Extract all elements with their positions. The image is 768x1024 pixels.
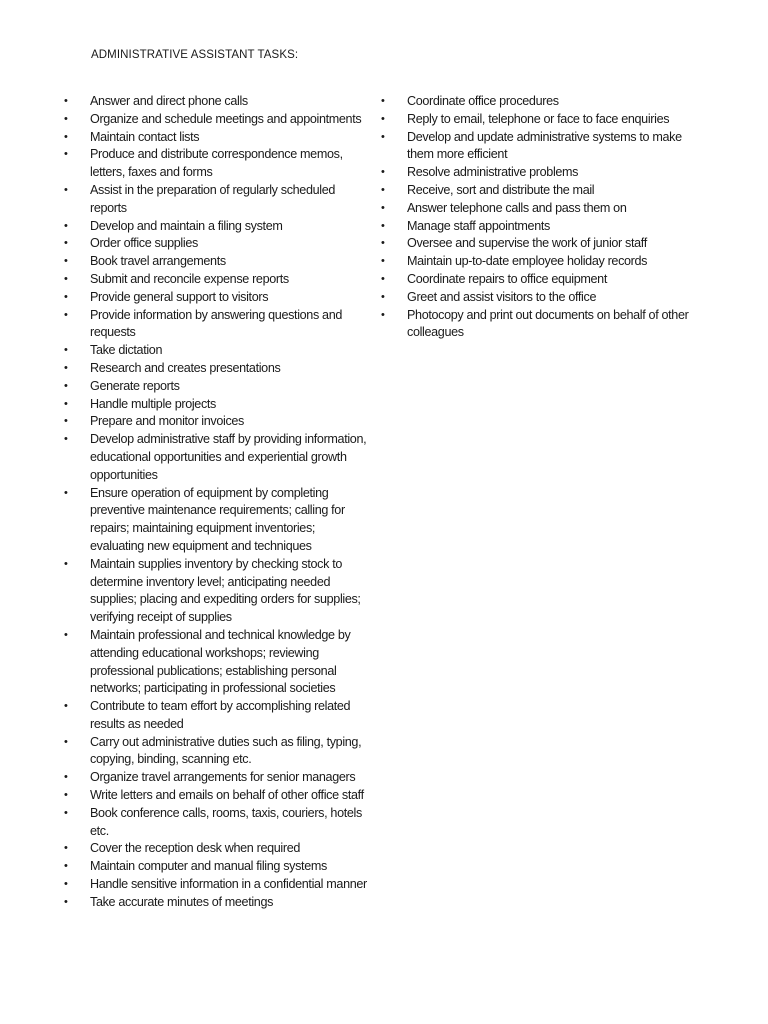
list-item [62, 111, 372, 129]
bullet-icon: • [64, 878, 68, 891]
bullet-icon: • [381, 201, 385, 214]
task-text: Ensure operation of equipment by completing preventive maintenance requirements; calling for repairs; maintaining equipment inventories; evaluating new equipment and techniques [90, 485, 345, 553]
bullet-icon: • [381, 166, 385, 179]
bullet-icon: • [64, 771, 68, 784]
bullet-icon: • [381, 219, 385, 232]
task-text: Manage staff appointments [407, 218, 550, 233]
bullet-icon: • [64, 415, 68, 428]
task-text: Maintain contact lists [90, 129, 200, 144]
bullet-icon: • [64, 806, 68, 819]
task-text: Develop and update administrative systems to make them more efficient [407, 129, 682, 162]
task-text: Generate reports [90, 378, 180, 393]
bullet-icon: • [64, 397, 68, 410]
task-text: Answer telephone calls and pass them on [407, 200, 627, 215]
list-item [379, 235, 689, 253]
task-text: Answer and direct phone calls [90, 94, 248, 108]
bullet-icon: • [64, 842, 68, 855]
task-text: Submit and reconcile expense reports [90, 271, 289, 286]
list-item [62, 307, 372, 343]
task-text: Develop administrative staff by providing information, educational opportunities and experiential growth opportunities [90, 432, 367, 482]
list-item [62, 129, 372, 147]
bullet-icon: • [381, 237, 385, 250]
bullet-icon: • [64, 628, 68, 641]
list-item [379, 289, 689, 307]
task-text: Greet and assist visitors to the office [407, 289, 597, 304]
list-item [62, 858, 372, 876]
bullet-icon: • [64, 237, 68, 250]
bullet-icon: • [381, 95, 385, 107]
list-item [379, 253, 689, 271]
task-text: Book conference calls, rooms, taxis, couriers, hotels etc. [90, 805, 362, 838]
bullet-icon: • [381, 290, 385, 303]
list-item [379, 111, 689, 129]
task-list-right [379, 93, 689, 342]
bullet-icon: • [64, 112, 68, 125]
list-item [62, 485, 372, 556]
bullet-icon: • [64, 361, 68, 374]
list-item [62, 876, 372, 894]
list-item [62, 289, 372, 307]
bullet-icon: • [64, 219, 68, 232]
task-text: Cover the reception desk when required [90, 841, 301, 856]
bullet-icon: • [381, 130, 385, 143]
bullet-icon: • [381, 308, 385, 321]
list-item [379, 182, 689, 200]
bullet-icon: • [64, 255, 68, 268]
list-item [62, 431, 372, 484]
list-item [62, 769, 372, 787]
list-item [62, 342, 372, 360]
list-item [62, 93, 372, 111]
bullet-icon: • [64, 895, 68, 908]
task-text: Photocopy and print out documents on behalf of other colleagues [407, 307, 689, 340]
list-item [379, 93, 689, 111]
list-item [379, 164, 689, 182]
bullet-icon: • [64, 860, 68, 873]
task-list-left [62, 93, 372, 912]
list-item [62, 805, 372, 841]
bullet-icon: • [64, 344, 68, 357]
task-text: Write letters and emails on behalf of other office staff [90, 788, 364, 803]
task-text: Organize travel arrangements for senior managers [90, 770, 356, 785]
task-text: Coordinate office procedures [407, 94, 559, 108]
bullet-icon: • [64, 148, 68, 161]
bullet-icon: • [64, 789, 68, 802]
list-item [62, 556, 372, 627]
bullet-icon: • [64, 379, 68, 392]
bullet-icon: • [64, 130, 68, 143]
list-item [379, 200, 689, 218]
list-item [62, 396, 372, 414]
task-text: Maintain supplies inventory by checking stock to determine inventory level; anticipating needed supplies; placing and expediting orders for supplies; verifying receipt of supplies [90, 556, 361, 625]
list-item [62, 734, 372, 770]
list-item [62, 787, 372, 805]
list-item [62, 182, 372, 218]
bullet-icon: • [64, 735, 68, 748]
list-item [379, 129, 689, 165]
task-text: Handle sensitive information in a confidential manner [90, 877, 367, 892]
task-text: Coordinate repairs to office equipment [407, 271, 607, 286]
list-item [62, 235, 372, 253]
bullet-icon: • [64, 557, 68, 570]
task-text: Carry out administrative duties such as filing, typing, copying, binding, scanning etc. [90, 734, 362, 767]
task-text: Take dictation [90, 343, 163, 358]
task-text: Maintain computer and manual filing systems [90, 859, 327, 874]
task-text: Maintain up-to-date employee holiday records [407, 254, 648, 269]
bullet-icon: • [381, 272, 385, 285]
task-text: Oversee and supervise the work of junior staff [407, 236, 647, 251]
task-text: Maintain professional and technical knowledge by attending educational workshops; reviewing professional publications; establishing personal networks; participating in professional societies [90, 627, 351, 696]
bullet-icon: • [381, 112, 385, 125]
list-item [62, 627, 372, 698]
list-item [379, 218, 689, 236]
task-text: Prepare and monitor invoices [90, 414, 245, 429]
list-item [62, 218, 372, 236]
list-item [62, 146, 372, 182]
task-text: Provide information by answering questions and requests [90, 307, 343, 340]
bullet-icon: • [64, 95, 68, 107]
bullet-icon: • [64, 486, 68, 499]
list-item [62, 253, 372, 271]
list-item [62, 840, 372, 858]
task-text: Resolve administrative problems [407, 165, 579, 180]
bullet-icon: • [64, 308, 68, 321]
list-item [62, 360, 372, 378]
task-text: Produce and distribute correspondence memos, letters, faxes and forms [90, 147, 343, 180]
task-text: Receive, sort and distribute the mail [407, 182, 595, 197]
document-title: ADMINISTRATIVE ASSISTANT TASKS: [91, 49, 299, 61]
task-text: Reply to email, telephone or face to face enquiries [407, 111, 670, 126]
list-item [62, 698, 372, 734]
bullet-icon: • [64, 433, 68, 446]
list-item [379, 307, 689, 343]
bullet-icon: • [381, 255, 385, 268]
bullet-icon: • [64, 272, 68, 285]
task-text: Assist in the preparation of regularly scheduled reports [90, 182, 336, 215]
list-item [62, 894, 372, 912]
task-text: Organize and schedule meetings and appointments [90, 111, 362, 126]
bullet-icon: • [64, 290, 68, 303]
task-text: Order office supplies [90, 236, 198, 251]
task-text: Provide general support to visitors [90, 289, 269, 304]
list-item [62, 413, 372, 431]
task-text: Research and creates presentations [90, 360, 281, 375]
bullet-icon: • [381, 183, 385, 196]
task-text: Handle multiple projects [90, 396, 216, 411]
task-text: Book travel arrangements [90, 254, 226, 269]
list-item [62, 271, 372, 289]
list-item [379, 271, 689, 289]
list-item [62, 378, 372, 396]
task-text: Take accurate minutes of meetings [90, 894, 274, 909]
task-text: Contribute to team effort by accomplishing related results as needed [90, 699, 351, 731]
bullet-icon: • [64, 700, 68, 713]
task-text: Develop and maintain a filing system [90, 218, 283, 233]
bullet-icon: • [64, 183, 68, 196]
